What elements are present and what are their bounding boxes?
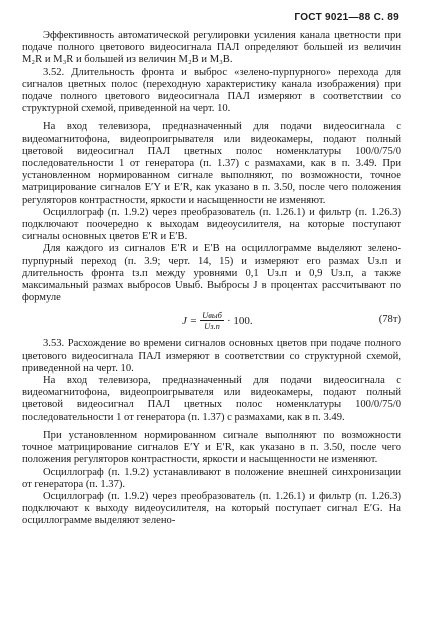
formula-tail: · 100.	[226, 314, 253, 327]
formula-numerator: Uвыб	[202, 310, 222, 321]
formula-block	[22, 306, 401, 336]
paragraph: Для каждого из сигналов E′R и E′B на осциллограмме выделяют зелено-пурпурный переход (п. 3.9; черт. 14, 15) и измеряют его размах Uз.п и длительность фронта tз.п между уровнями 0,1 Uз.п и 0,9 Uз.п, а также максимальный размах выбросов Uвыб. Выбросы J в процентах рассчитывают по формуле	[22, 243, 401, 304]
formula-denominator: Uз.п	[204, 321, 220, 332]
paragraph: Осциллограф (п. 1.9.2) устанавливают в положение внешней синхронизации от генератора (п. 1.37).	[22, 466, 401, 490]
document-body	[22, 30, 401, 528]
paragraph: 3.52. Длительность фронта и выброс «зелено-пурпурного» перехода для сигналов цветных полос (переходную характеристику канала изображения) при подаче полного цветового видеосигнала ПАЛ измеряют в соответствии со структурной схемой, приведенной на черт. 10.	[22, 66, 401, 115]
page-header: ГОСТ 9021—88 С. 89	[294, 12, 399, 23]
paragraph: На вход телевизора, предназначенный для подачи видеосигнала с видеомагнитофона, видеопроигрывателя или видеокамеры, подают полный цветовой видеосигнал ПАЛ цветных полос номенклатуры 100/0/75/0 последовательности 1 от генератора (п. 1.37) с размахами, как в п. 3.49.	[22, 375, 401, 423]
paragraph: При установленном нормированном сигнале выполняют по возможности точное матрицирование сигналов E′Y и E′R, как указано в п. 3.50, после чего положения регуляторов контрастности, яркости и насыщенности не изменяют.	[22, 429, 401, 466]
paragraph: На вход телевизора, предназначенный для подачи видеосигнала с видеомагнитофона, видеопроигрывателя или видеокамеры, подают полный цветовой видеосигнал ПАЛ цветных полос номенклатуры 100/0/75/0 последовательности 1 от генератора (п. 1.37) с размахами, как в п. 3.49. При установленном нормированном сигнале выполняют, по возможности, точное матрицирование сигналов E′Y и E′R, как указано в п. 3.50, после чего положения регуляторов контрастности, яркости и насыщенности не изменяют.	[22, 121, 401, 206]
paragraph: Осциллограф (п. 1.9.2) через преобразователь (п. 1.26.1) и фильтр (п. 1.26.3) подключают к выходу видеоусилителя, на который поступает сигнал E′G. На осциллограмме выделяют зелено-	[22, 490, 401, 527]
paragraph: Эффективность автоматической регулировки усиления канала цветности при подаче полного цветового видеосигнала ПАЛ определяют большей из величин M₂R и M₃R и большей из величин M₂B и M₃B.	[22, 30, 401, 66]
formula-number: (78т)	[378, 314, 401, 326]
formula-expression	[182, 310, 253, 331]
formula-fraction	[200, 310, 224, 331]
formula-lhs: J =	[182, 314, 198, 327]
paragraph: 3.53. Расхождение во времени сигналов основных цветов при подаче полного цветового видеосигнала ПАЛ измеряют в соответствии со структурной схемой, приведенной на черт. 10.	[22, 338, 401, 374]
paragraph: Осциллограф (п. 1.9.2) через преобразователь (п. 1.26.1) и фильтр (п. 1.26.3) подключают поочередно к выходам видеоусилителя, на которые поступают сигналы основных цветов E′R и E′B.	[22, 206, 401, 243]
